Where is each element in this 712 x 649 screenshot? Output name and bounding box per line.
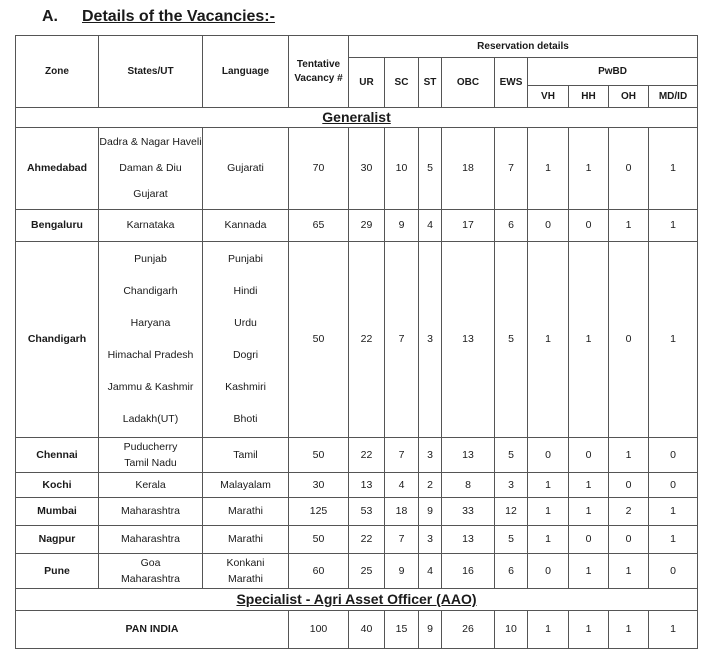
states-cell: [99, 525, 203, 553]
sc-cell: 4: [385, 472, 419, 497]
ur-cell: 29: [349, 209, 385, 241]
st-cell: 2: [419, 472, 442, 497]
state-name: Puducherry: [123, 441, 178, 454]
oh-cell: 1: [609, 553, 649, 588]
language-cell: [203, 127, 289, 209]
sc-cell: 7: [385, 241, 419, 437]
sc-cell: 18: [385, 497, 419, 525]
zone-cell: Ahmedabad: [16, 127, 99, 209]
vh-cell: 1: [528, 610, 569, 648]
mdid-cell: 1: [649, 525, 698, 553]
ews-cell: 3: [495, 472, 528, 497]
table-row: [16, 553, 698, 588]
ews-cell: 10: [495, 610, 528, 648]
section-generalist: Generalist: [16, 108, 698, 128]
ur-cell: 25: [349, 553, 385, 588]
table-row: [16, 127, 698, 209]
language-name-list: [203, 129, 288, 207]
obc-cell: 26: [442, 610, 495, 648]
header-zone: Zone: [16, 36, 99, 108]
vh-cell: 1: [528, 127, 569, 209]
vh-cell: 0: [528, 209, 569, 241]
header-hh: HH: [569, 86, 609, 108]
mdid-cell: 1: [649, 610, 698, 648]
vacancy-cell: 125: [289, 497, 349, 525]
mdid-cell: 0: [649, 553, 698, 588]
language-name: Malayalam: [220, 478, 271, 491]
header-ur: UR: [349, 58, 385, 108]
mdid-cell: 1: [649, 127, 698, 209]
obc-cell: 17: [442, 209, 495, 241]
state-name: Jammu & Kashmir: [107, 381, 194, 394]
ews-cell: 12: [495, 497, 528, 525]
language-name-list: [203, 555, 288, 586]
language-name-list: [203, 499, 288, 523]
state-name: Ladakh(UT): [122, 413, 179, 426]
zone-cell: Mumbai: [16, 497, 99, 525]
header-obc: OBC: [442, 58, 495, 108]
vacancy-cell: 65: [289, 209, 349, 241]
state-name: Maharashtra: [121, 505, 180, 518]
state-name: Maharashtra: [121, 533, 180, 546]
language-name-list: [203, 527, 288, 551]
language-name: Marathi: [227, 533, 263, 546]
language-name-list: [203, 439, 288, 470]
state-name: Kerala: [135, 478, 166, 491]
state-name-list: [99, 527, 202, 551]
mdid-cell: 0: [649, 437, 698, 472]
ur-cell: 22: [349, 437, 385, 472]
zone-cell: Bengaluru: [16, 209, 99, 241]
header-st: ST: [419, 58, 442, 108]
language-cell: [203, 437, 289, 472]
ews-cell: 5: [495, 437, 528, 472]
vacancy-cell: 70: [289, 127, 349, 209]
state-name: Goa: [140, 557, 161, 570]
header-sc: SC: [385, 58, 419, 108]
mdid-cell: 0: [649, 472, 698, 497]
language-name: Hindi: [233, 285, 258, 298]
states-cell: [99, 437, 203, 472]
language-name: Kashmiri: [225, 381, 266, 394]
oh-cell: 1: [609, 610, 649, 648]
vacancy-cell: 50: [289, 525, 349, 553]
language-name-list: [203, 474, 288, 495]
vacancy-cell: 60: [289, 553, 349, 588]
sc-cell: 15: [385, 610, 419, 648]
state-name: Dadra & Nagar Haveli: [99, 136, 202, 149]
table-row: [16, 497, 698, 525]
language-name: Bhoti: [233, 413, 258, 426]
language-name: Punjabi: [227, 253, 264, 266]
vacancy-cell: 30: [289, 472, 349, 497]
vh-cell: 1: [528, 497, 569, 525]
header-ews: EWS: [495, 58, 528, 108]
ews-cell: 6: [495, 553, 528, 588]
language-cell: [203, 209, 289, 241]
language-cell: [203, 553, 289, 588]
header-pwbd: PwBD: [528, 58, 698, 86]
header-oh: OH: [609, 86, 649, 108]
st-cell: 9: [419, 497, 442, 525]
sc-cell: 9: [385, 209, 419, 241]
table-row: [16, 472, 698, 497]
state-name: Karnataka: [126, 219, 175, 232]
state-name-list: [99, 129, 202, 207]
header-tentative-vacancy: Tentative Vacancy #: [289, 36, 349, 108]
table-row: [16, 209, 698, 241]
states-cell: [99, 209, 203, 241]
st-cell: 3: [419, 241, 442, 437]
state-name: Daman & Diu: [119, 162, 182, 175]
state-name-list: [99, 499, 202, 523]
table-row: [16, 437, 698, 472]
state-name: Chandigarh: [123, 285, 178, 298]
sc-cell: 7: [385, 525, 419, 553]
mdid-cell: 1: [649, 497, 698, 525]
language-name: Marathi: [227, 505, 263, 518]
st-cell: 3: [419, 437, 442, 472]
state-name-list: [99, 474, 202, 495]
ur-cell: 53: [349, 497, 385, 525]
language-name: Konkani: [226, 557, 265, 570]
pan-india-cell: PAN INDIA: [16, 610, 289, 648]
hh-cell: 0: [569, 437, 609, 472]
mdid-cell: 1: [649, 241, 698, 437]
hh-cell: 1: [569, 497, 609, 525]
header-vh: VH: [528, 86, 569, 108]
language-name: Tamil: [233, 448, 258, 461]
state-name-list: [99, 211, 202, 239]
zone-cell: Kochi: [16, 472, 99, 497]
section-title: Details of the Vacancies:-: [82, 8, 275, 25]
st-cell: 5: [419, 127, 442, 209]
language-name: Urdu: [234, 317, 257, 330]
language-name-list: [203, 211, 288, 239]
header-mdid: MD/ID: [649, 86, 698, 108]
zone-cell: Chandigarh: [16, 241, 99, 437]
table-row: [16, 525, 698, 553]
language-name: Kannada: [224, 219, 267, 232]
header-language: Language: [203, 36, 289, 108]
hh-cell: 0: [569, 525, 609, 553]
vh-cell: 0: [528, 553, 569, 588]
states-cell: [99, 472, 203, 497]
table-row: [16, 241, 698, 437]
oh-cell: 0: [609, 241, 649, 437]
obc-cell: 8: [442, 472, 495, 497]
hh-cell: 1: [569, 610, 609, 648]
hh-cell: 1: [569, 241, 609, 437]
state-name: Gujarat: [133, 188, 168, 201]
hh-cell: 0: [569, 209, 609, 241]
obc-cell: 13: [442, 437, 495, 472]
states-cell: [99, 127, 203, 209]
obc-cell: 33: [442, 497, 495, 525]
language-name: Gujarati: [227, 162, 264, 175]
mdid-cell: 1: [649, 209, 698, 241]
state-name: Maharashtra: [121, 572, 180, 585]
zone-cell: Nagpur: [16, 525, 99, 553]
states-cell: [99, 553, 203, 588]
state-name-list: [99, 439, 202, 470]
section-letter: A.: [42, 8, 58, 25]
vacancy-cell: 100: [289, 610, 349, 648]
header-reservation-details: Reservation details: [349, 36, 698, 58]
zone-cell: Pune: [16, 553, 99, 588]
state-name-list: [99, 555, 202, 586]
ews-cell: 5: [495, 525, 528, 553]
language-cell: [203, 525, 289, 553]
state-name: Tamil Nadu: [124, 456, 177, 469]
oh-cell: 1: [609, 209, 649, 241]
language-name-list: [203, 243, 288, 435]
st-cell: 3: [419, 525, 442, 553]
ur-cell: 13: [349, 472, 385, 497]
language-cell: [203, 472, 289, 497]
vacancy-table: [15, 35, 698, 649]
oh-cell: 0: [609, 127, 649, 209]
hh-cell: 1: [569, 553, 609, 588]
ur-cell: 30: [349, 127, 385, 209]
vh-cell: 1: [528, 525, 569, 553]
vh-cell: 1: [528, 472, 569, 497]
section-heading: [42, 8, 275, 26]
sc-cell: 9: [385, 553, 419, 588]
vh-cell: 0: [528, 437, 569, 472]
sc-cell: 7: [385, 437, 419, 472]
language-name: Dogri: [232, 349, 259, 362]
obc-cell: 18: [442, 127, 495, 209]
ur-cell: 22: [349, 525, 385, 553]
language-cell: [203, 497, 289, 525]
vh-cell: 1: [528, 241, 569, 437]
st-cell: 4: [419, 209, 442, 241]
oh-cell: 0: [609, 525, 649, 553]
header-states: States/UT: [99, 36, 203, 108]
state-name: Punjab: [134, 253, 167, 266]
language-cell: [203, 241, 289, 437]
oh-cell: 1: [609, 437, 649, 472]
obc-cell: 13: [442, 241, 495, 437]
states-cell: [99, 241, 203, 437]
state-name-list: [99, 243, 202, 435]
hh-cell: 1: [569, 127, 609, 209]
ews-cell: 6: [495, 209, 528, 241]
zone-cell: Chennai: [16, 437, 99, 472]
ur-cell: 22: [349, 241, 385, 437]
language-name: Marathi: [227, 572, 263, 585]
ews-cell: 5: [495, 241, 528, 437]
vacancy-cell: 50: [289, 437, 349, 472]
obc-cell: 16: [442, 553, 495, 588]
obc-cell: 13: [442, 525, 495, 553]
section-specialist: Specialist - Agri Asset Officer (AAO): [16, 588, 698, 610]
state-name: Himachal Pradesh: [107, 349, 194, 362]
state-name: Haryana: [130, 317, 171, 330]
vacancy-cell: 50: [289, 241, 349, 437]
ur-cell: 40: [349, 610, 385, 648]
oh-cell: 2: [609, 497, 649, 525]
st-cell: 9: [419, 610, 442, 648]
hh-cell: 1: [569, 472, 609, 497]
oh-cell: 0: [609, 472, 649, 497]
st-cell: 4: [419, 553, 442, 588]
sc-cell: 10: [385, 127, 419, 209]
states-cell: [99, 497, 203, 525]
ews-cell: 7: [495, 127, 528, 209]
